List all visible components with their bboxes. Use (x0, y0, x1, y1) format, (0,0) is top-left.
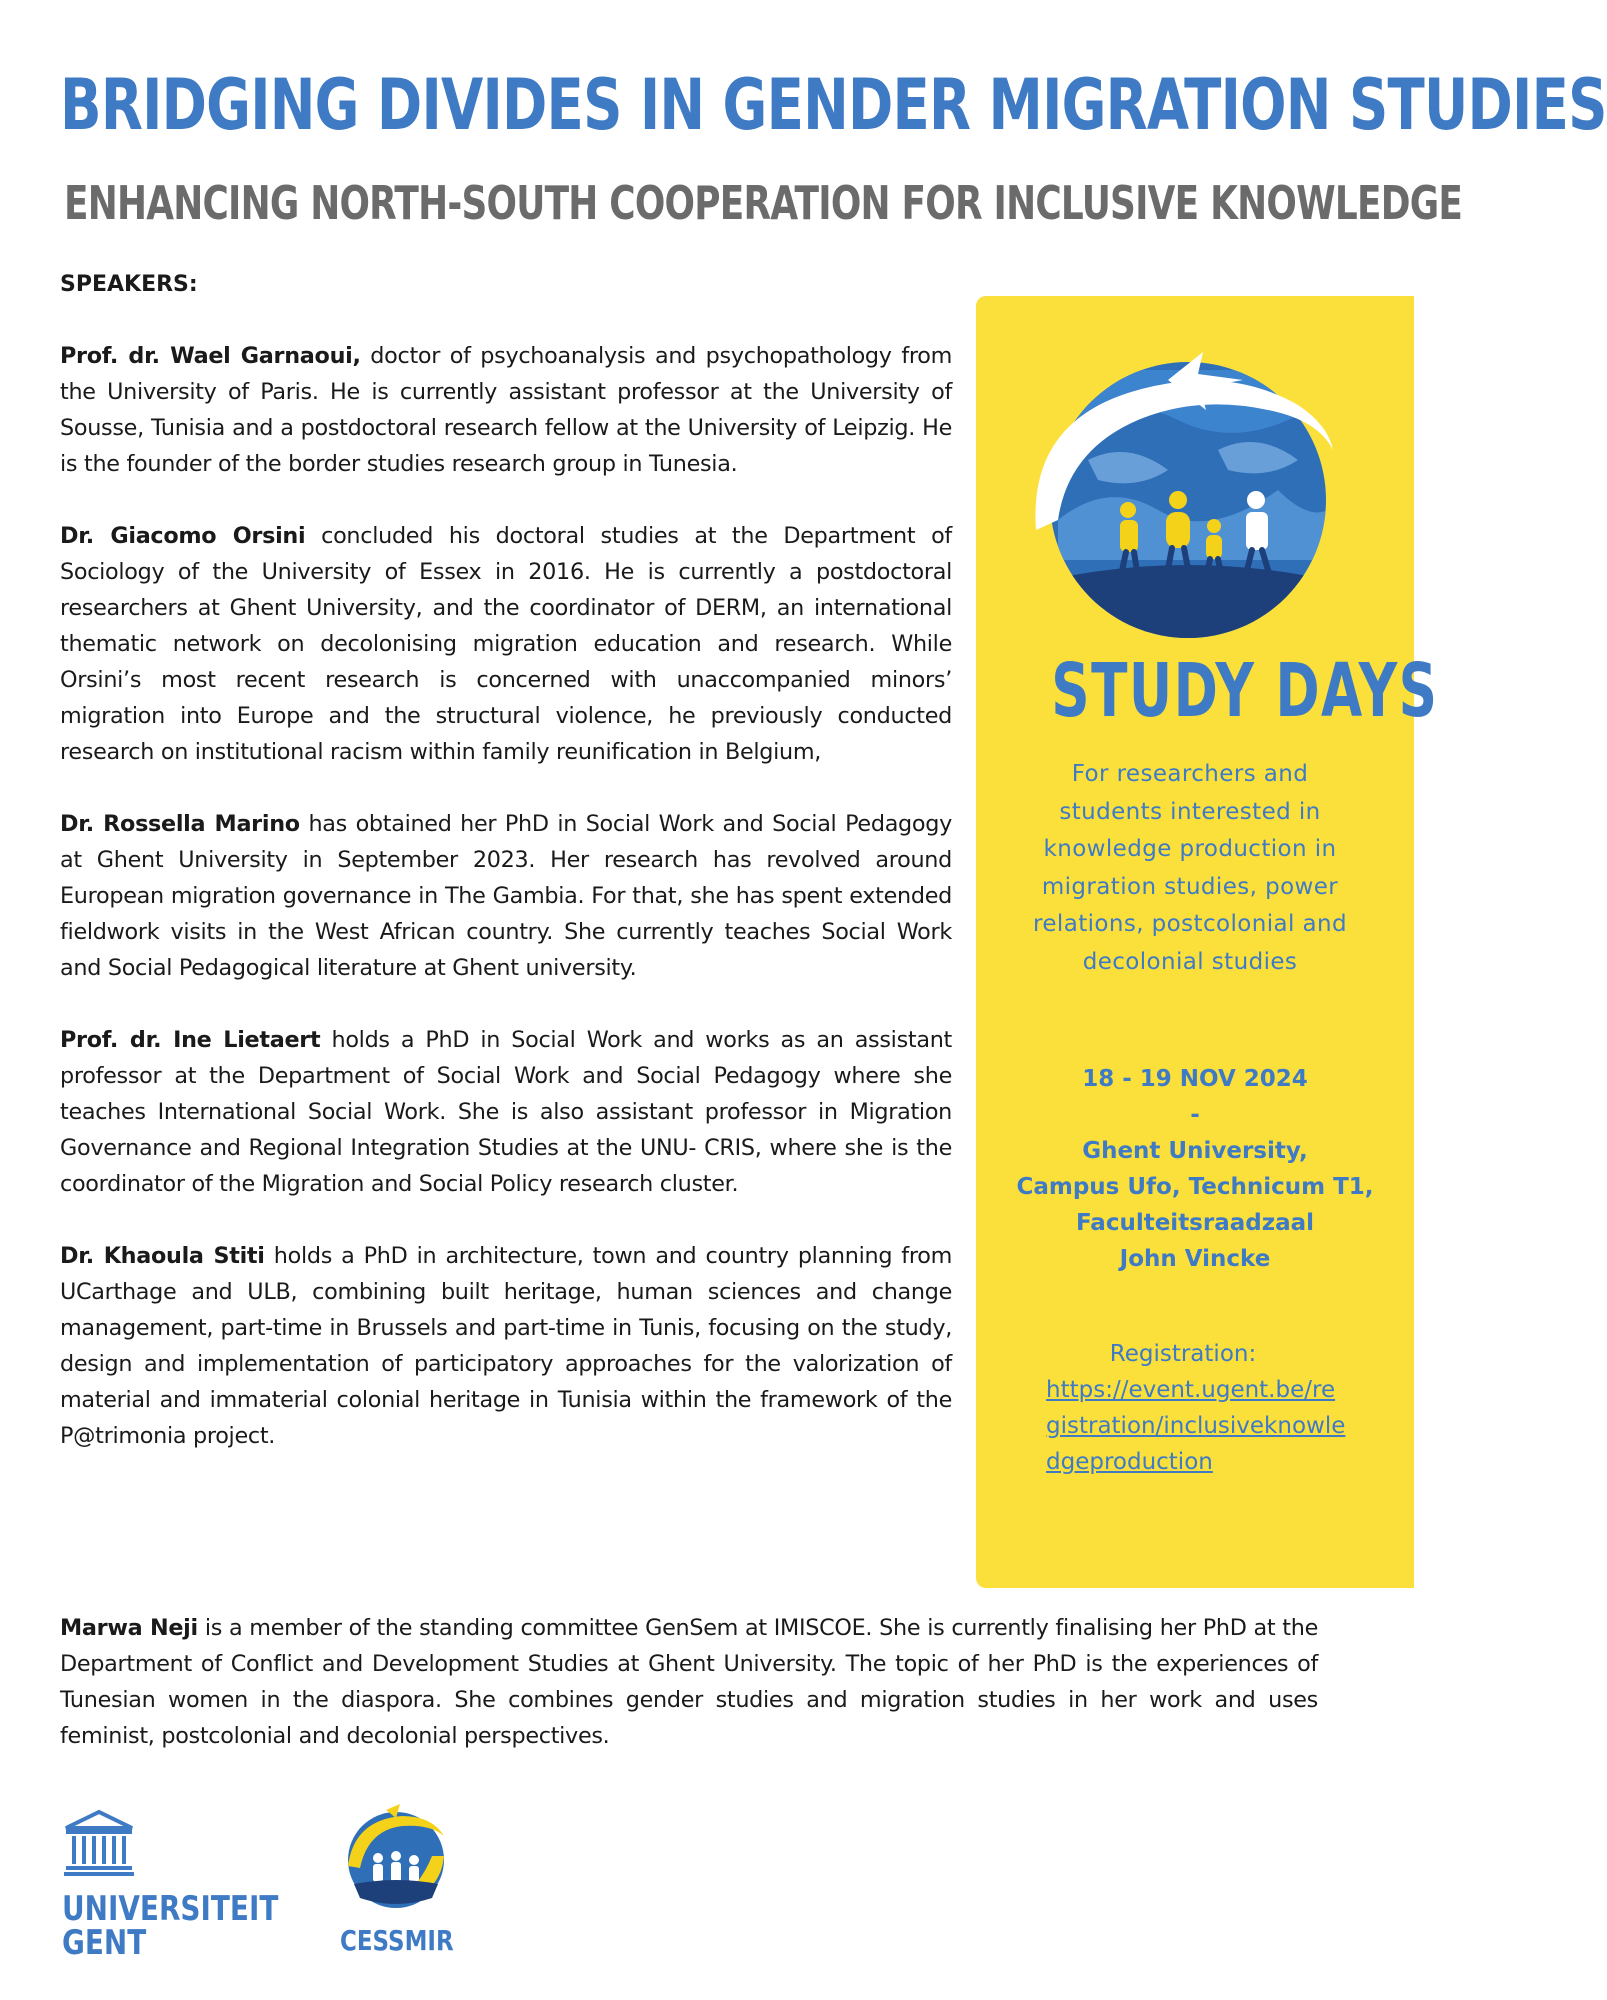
study-days-title (976, 648, 1439, 734)
speaker-name: Prof. dr. Wael Garnaoui, (60, 343, 361, 369)
speaker-name: Dr. Rossella Marino (60, 811, 300, 837)
speaker-bio (60, 1022, 952, 1202)
speaker-description: doctor of psychoanalysis and psychopathology from the University of Paris. He is currently assistant professor at the University of Sousse, Tunisia and a postdoctoral research fellow at the University of Leipzig. He is the founder of the border studies research group in Tunesia. (60, 343, 953, 477)
speaker-bio (60, 1610, 1318, 1754)
ugent-building-icon (62, 1808, 136, 1876)
speaker-bio (60, 338, 952, 482)
speaker-bio (60, 806, 952, 986)
event-venue (976, 1133, 1414, 1277)
page-title: BRIDGING DIVIDES IN GENDER MIGRATION STUDIES (60, 64, 1607, 146)
cessmir-name: CESSMIR (340, 1924, 454, 1957)
venue-line: Faculteitsraadzaal (1075, 1210, 1315, 1236)
registration-label: Registration: (1109, 1341, 1257, 1367)
speaker-description: holds a PhD in Social Work and works as an assistant professor at the Department of Social Work and Social Pedagogy where she teaches International Social Work. She is also assistant professor in Migration Governance and Regional Integration Studies at the UNU- CRIS, where she is the coordinator of the Migration and Social Policy research cluster. (60, 1027, 952, 1197)
speaker-name: Prof. dr. Ine Lietaert (60, 1027, 321, 1053)
study-days-title-text: STUDY DAYS (1051, 648, 1439, 734)
globe-migration-icon (1028, 350, 1338, 650)
speaker-description: is a member of the standing committee GenSem at IMISCOE. She is currently finalising her PhD at the Department of Conflict and Development Studies at Ghent University. The topic of her PhD is the experiences of Tunesian women in the diaspora. She combines gender studies and migration studies in her work and uses feminist, postcolonial and decolonial perspectives. (60, 1615, 1318, 1749)
speaker-description: holds a PhD in architecture, town and country planning from UCarthage and ULB, combining built heritage, human sciences and change management, part-time in Brussels and part-time in Tunis, focusing on the study, design and implementation of participatory approaches for the valorization of material and immaterial colonial heritage in Tunisia within the framework of the P@trimonia project. (60, 1243, 952, 1449)
speaker-bio (60, 518, 952, 770)
venue-line: John Vincke (1119, 1246, 1271, 1272)
registration-link[interactable]: https://event.ugent.be/registration/inclusiveknowledgeproduction (1046, 1377, 1346, 1475)
speakers-heading: SPEAKERS: (60, 272, 198, 297)
venue-line: Ghent University, (1082, 1138, 1308, 1164)
ugent-name-line2: GENT (62, 1923, 147, 1963)
speaker-name: Dr. Khaoula Stiti (60, 1243, 265, 1269)
event-date-text: 18 - 19 NOV 2024 (1082, 1066, 1308, 1092)
speaker-name: Marwa Neji (60, 1615, 198, 1641)
ugent-logo (62, 1808, 282, 1963)
date-separator: - (1190, 1102, 1200, 1128)
ugent-name-line1: UNIVERSITEIT (62, 1889, 279, 1929)
cessmir-logo (340, 1806, 460, 1957)
venue-line: Campus Ufo, Technicum T1, (1016, 1174, 1374, 1200)
speaker-bio (60, 1238, 952, 1454)
page-subtitle: ENHANCING NORTH-SOUTH COOPERATION FOR INCLUSIVE KNOWLEDGE (64, 176, 1463, 230)
speaker-bios (60, 338, 952, 1490)
cessmir-globe-icon (340, 1806, 452, 1914)
event-info-panel (976, 296, 1439, 1588)
event-date (976, 1061, 1414, 1133)
speaker-name: Dr. Giacomo Orsini (60, 523, 306, 549)
speaker-description: has obtained her PhD in Social Work and Social Pedagogy at Ghent University in September 2023. Her research has revolved around European migration governance in The Gambia. For that, she has spent extended fieldwork visits in the West African country. She currently teaches Social Work and Social Pedagogical literature at Ghent university. (60, 811, 952, 981)
event-description: For researchers and students interested in knowledge production in migration studies, power relations, postcolonial and decolonial studies (1033, 761, 1347, 975)
speaker-description: concluded his doctoral studies at the Department of Sociology of the University of Essex in 2016. He is currently a postdoctoral researchers at Ghent University, and the coordinator of DERM, an international thematic network on decolonising migration education and research. While Orsini’s most recent research is concerned with unaccompanied minors’ migration into Europe and the structural violence, he previously conducted research on institutional racism within family reunification in Belgium, (60, 523, 952, 765)
